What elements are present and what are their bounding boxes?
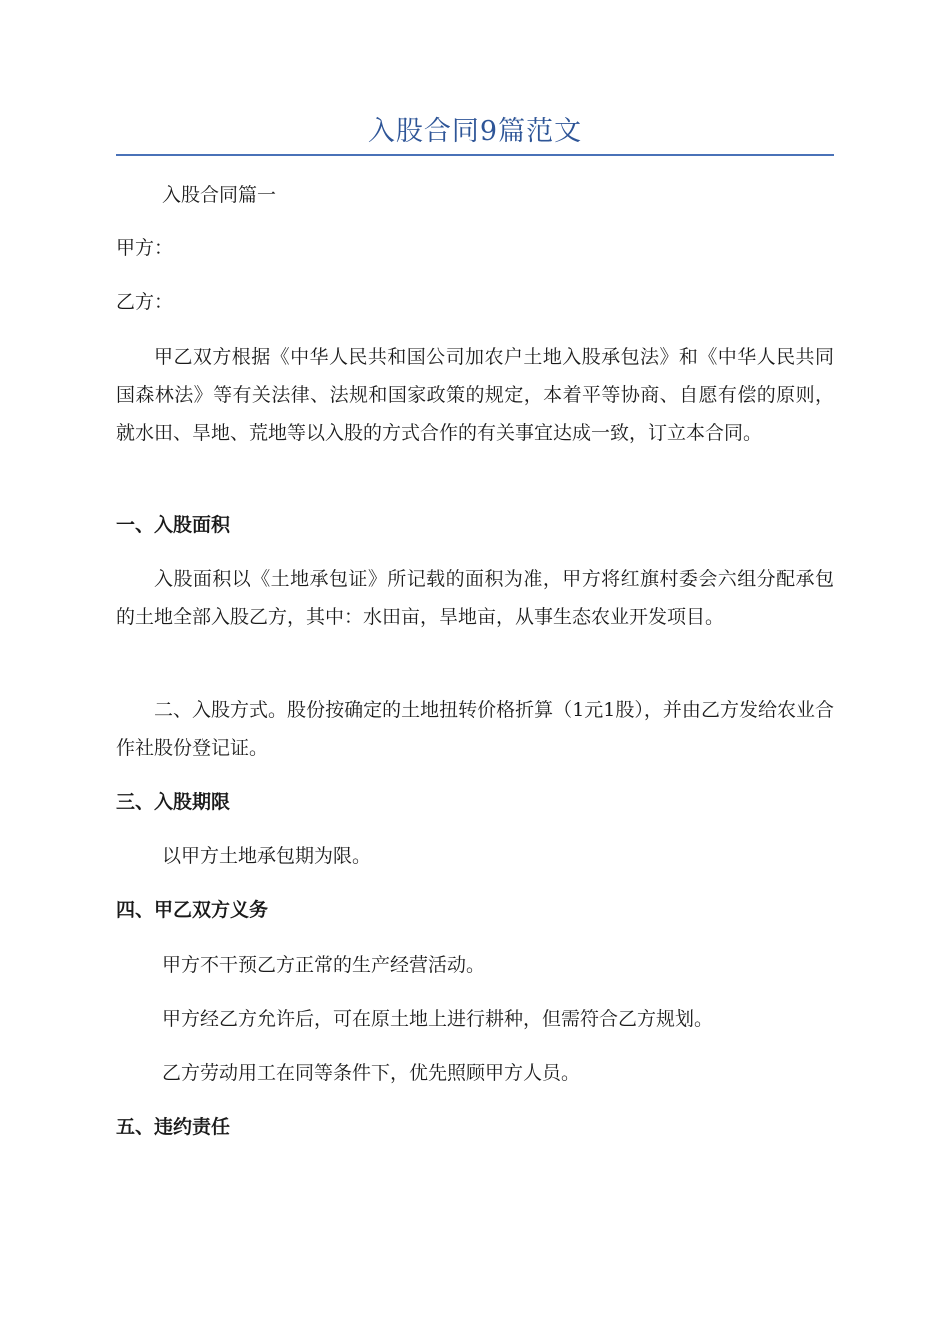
clause-heading-obligations: 四、甲乙双方义务 [116,899,269,921]
intro-paragraph: 甲乙双方根据《中华人民共和国公司加农户土地入股承包法》和《中华人民共同国森林法》等有关法律、法规和国家政策的规定，本着平等协商、自愿有偿的原则，就水田、旱地、荒地等以入股的方式合作的有关事宜达成一致，订立本合同。 [116,346,834,444]
party-a-label: 甲方： [116,237,174,259]
clause-method-text: 二、入股方式。股份按确定的土地扭转价格折算（1元1股），并由乙方发给农业合作社股份登记证。 [116,699,834,759]
clause-term-text: 以甲方土地承包期为限。 [162,845,372,867]
document-title: 入股合同9篇范文 [367,116,583,147]
section-label: 入股合同篇一 [162,184,277,206]
clause-area-text: 入股面积以《土地承包证》所记载的面积为准，甲方将红旗村委会六组分配承包的土地全部入股乙方，其中：水田亩，旱地亩，从事生态农业开发项目。 [116,568,834,628]
clause-heading-area: 一、入股面积 [116,514,231,536]
title-underline [116,154,834,156]
clause-heading-term: 三、入股期限 [116,791,231,813]
party-b-label: 乙方： [116,291,174,313]
obligation-item: 甲方经乙方允许后，可在原土地上进行耕种，但需符合乙方规划。 [162,1008,714,1030]
obligation-item: 甲方不干预乙方正常的生产经营活动。 [162,954,486,976]
obligation-item: 乙方劳动用工在同等条件下，优先照顾甲方人员。 [162,1062,581,1084]
clause-heading-liability: 五、违约责任 [116,1116,231,1138]
